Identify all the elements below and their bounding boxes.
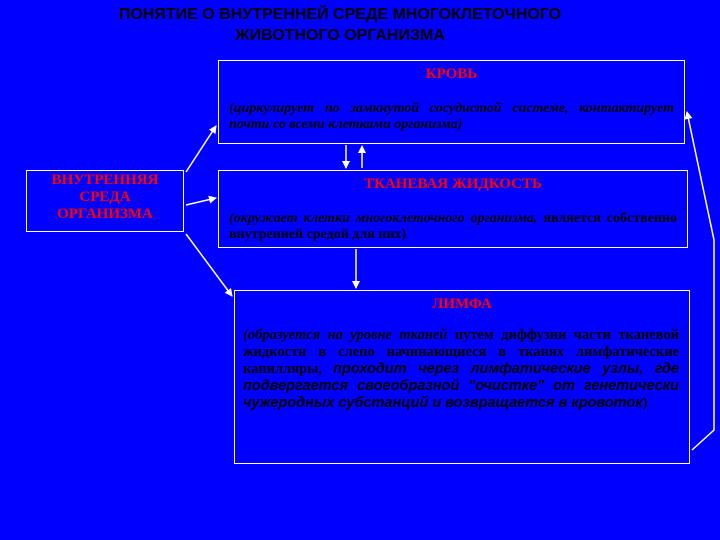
arrow-inner-to-tissue <box>186 198 216 205</box>
arrow-inner-to-lymph <box>186 234 232 296</box>
lymph-text-part-3: проходит через лимфатические узлы, где подвергается своеобразной "очистке" от генетически чужеродных субстанций и возвращается в кровоток <box>243 361 679 411</box>
lymph-text-part-2: путем диффузии части тканевой жидкости в слепо начинающиеся в тканях лимфатические капилляры, <box>243 327 680 377</box>
title-line-1: ПОНЯТИЕ О ВНУТРЕННЕЙ СРЕДЕ МНОГОКЛЕТОЧНОГО <box>118 6 562 23</box>
title-line-2: ЖИВОТНОГО ОРГАНИЗМА <box>235 27 445 44</box>
arrow-inner-to-blood <box>186 126 216 172</box>
lymph-heading: ЛИМФА <box>432 296 492 312</box>
blood-heading: КРОВЬ <box>425 66 478 82</box>
arrow-lymph-to-blood <box>687 112 714 450</box>
inner-environment-line-3: ОРГАНИЗМА <box>57 206 153 222</box>
blood-description: (циркулирует по замкнутой сосудистой системе, контактирует почти со всеми клетками организма) <box>229 101 674 132</box>
lymph-text-part-1: (образуется на уровне тканей <box>243 327 448 343</box>
tissue-fluid-text-italic: (окружает клетки многоклеточного организма, <box>229 211 538 226</box>
tissue-fluid-text-rest: является собственно внутренней средой для них) <box>229 211 678 242</box>
inner-environment-line-2: СРЕДА <box>79 189 131 205</box>
lymph-text-part-4: ) <box>642 395 648 411</box>
inner-environment-line-1: ВНУТРЕННЯЯ <box>51 172 159 188</box>
tissue-fluid-heading: ТКАНЕВАЯ ЖИДКОСТЬ <box>364 176 542 192</box>
